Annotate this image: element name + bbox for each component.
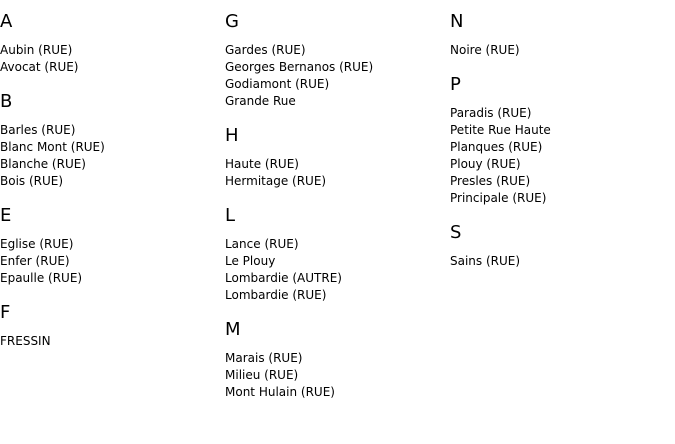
letter-heading: F [0,302,11,323]
letter-heading: E [0,205,12,226]
street-link[interactable]: Hermitage (RUE) [225,174,327,188]
street-link[interactable]: Enfer (RUE) [0,254,70,268]
street-item[interactable] [225,384,445,401]
street-item[interactable] [0,236,220,253]
letter-group-g [225,12,445,110]
street-link[interactable]: Paradis (RUE) [450,106,532,120]
street-link[interactable]: Epaulle (RUE) [0,271,83,285]
street-link[interactable]: Bois (RUE) [0,174,64,188]
street-list [225,350,445,401]
index-column-2 [225,0,445,401]
letter-heading: A [0,11,13,32]
street-link[interactable]: Principale (RUE) [450,191,547,205]
street-list [225,236,445,304]
street-link[interactable]: Mont Hulain (RUE) [225,385,335,399]
street-link[interactable]: Noire (RUE) [450,43,520,57]
street-item[interactable] [225,173,445,190]
street-item[interactable] [0,270,220,287]
letter-heading: L [225,205,236,226]
street-list [225,156,445,190]
street-link[interactable]: Blanche (RUE) [0,157,86,171]
street-item[interactable] [225,156,445,173]
letter-heading: N [450,11,464,32]
street-item[interactable] [0,59,220,76]
street-list [0,122,220,190]
street-item[interactable] [225,270,445,287]
street-item[interactable] [225,93,445,110]
street-list [450,42,670,59]
letter-heading: P [450,74,461,95]
letter-heading: B [0,91,13,112]
letter-group-p [450,75,670,207]
letter-group-n [450,12,670,59]
street-link[interactable]: Plouy (RUE) [450,157,521,171]
street-link[interactable]: Presles (RUE) [450,174,531,188]
street-link[interactable]: Blanc Mont (RUE) [0,140,105,154]
street-item[interactable] [225,367,445,384]
street-item[interactable] [0,139,220,156]
street-link[interactable]: Georges Bernanos (RUE) [225,60,374,74]
street-link[interactable]: Sains (RUE) [450,254,521,268]
street-link[interactable]: Barles (RUE) [0,123,76,137]
letter-heading: G [225,11,239,32]
street-item[interactable] [225,236,445,253]
letter-heading: M [225,319,241,340]
index-column-3 [450,0,670,270]
street-item[interactable] [225,59,445,76]
street-list [0,236,220,287]
street-item[interactable] [225,76,445,93]
street-link[interactable]: Avocat (RUE) [0,60,79,74]
letter-group-b [0,92,220,190]
letter-group-l [225,206,445,304]
index-column-1 [0,0,220,350]
street-item[interactable] [225,253,445,270]
street-item[interactable] [450,105,670,122]
street-link[interactable]: Lombardie (RUE) [225,288,327,302]
street-item[interactable] [0,122,220,139]
street-item[interactable] [450,190,670,207]
street-item[interactable] [450,122,670,139]
street-item[interactable] [450,156,670,173]
street-link[interactable]: Aubin (RUE) [0,43,73,57]
street-item[interactable] [450,253,670,270]
street-link[interactable]: FRESSIN [0,334,51,348]
street-item[interactable] [0,173,220,190]
letter-group-f [0,303,220,350]
street-list [450,105,670,207]
street-item[interactable] [225,42,445,59]
street-list [225,42,445,110]
letter-group-h [225,126,445,190]
street-list [0,333,220,350]
street-item[interactable] [0,253,220,270]
street-link[interactable]: Lance (RUE) [225,237,299,251]
street-link[interactable]: Grande Rue [225,94,296,108]
street-link[interactable]: Milieu (RUE) [225,368,299,382]
street-list [450,253,670,270]
street-item[interactable] [0,42,220,59]
street-item[interactable] [0,333,220,350]
street-item[interactable] [450,139,670,156]
street-item[interactable] [450,173,670,190]
street-link[interactable]: Marais (RUE) [225,351,303,365]
letter-group-s [450,223,670,270]
letter-group-a [0,12,220,76]
street-item[interactable] [225,350,445,367]
street-link[interactable]: Le Plouy [225,254,276,268]
street-link[interactable]: Gardes (RUE) [225,43,306,57]
street-item[interactable] [0,156,220,173]
street-link[interactable]: Eglise (RUE) [0,237,74,251]
street-link[interactable]: Petite Rue Haute [450,123,551,137]
letter-heading: S [450,222,462,243]
letter-group-m [225,320,445,401]
street-link[interactable]: Haute (RUE) [225,157,299,171]
street-link[interactable]: Godiamont (RUE) [225,77,330,91]
street-link[interactable]: Planques (RUE) [450,140,543,154]
street-link[interactable]: Lombardie (AUTRE) [225,271,342,285]
letter-group-e [0,206,220,287]
street-item[interactable] [225,287,445,304]
letter-heading: H [225,125,239,146]
street-item[interactable] [450,42,670,59]
street-list [0,42,220,76]
